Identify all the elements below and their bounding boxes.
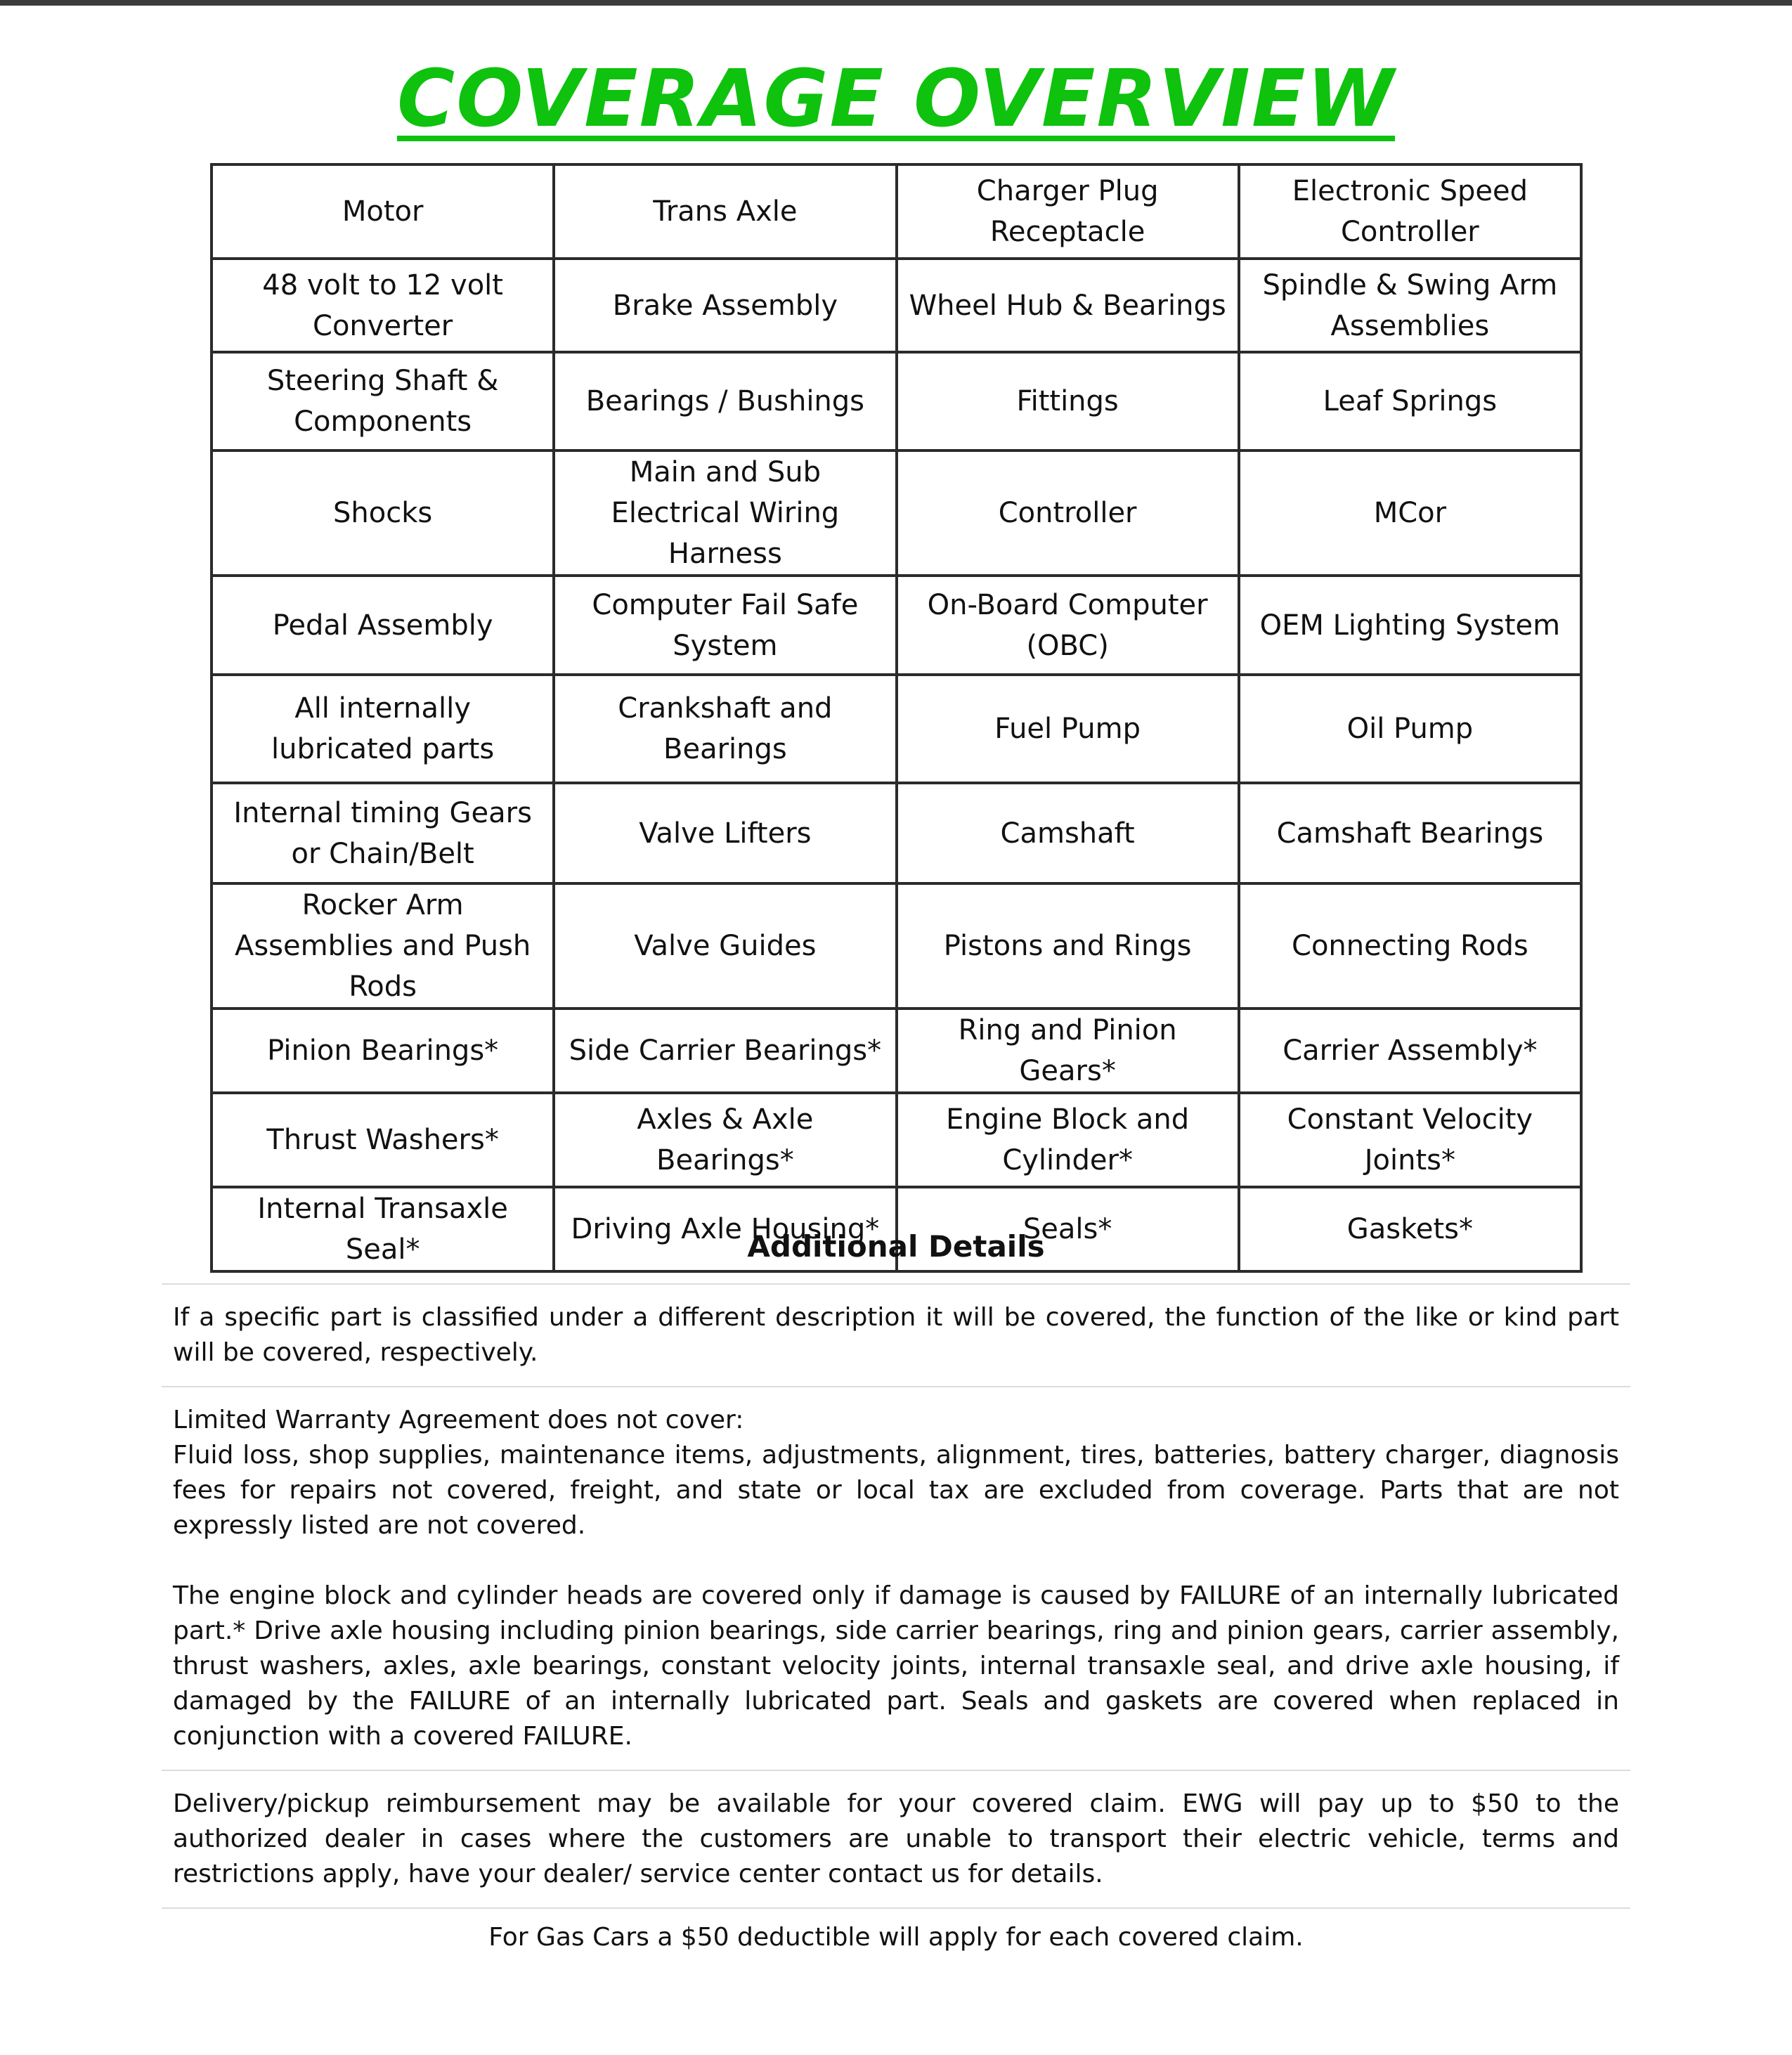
deductible-note: For Gas Cars a $50 deductible will apply for each covered claim. (488, 1923, 1304, 1952)
table-cell: Oil Pump (1239, 675, 1581, 783)
coverage-table (210, 163, 1583, 1273)
table-cell: Computer Fail Safe System (554, 576, 896, 675)
detail-paragraph: Fluid loss, shop supplies, maintenance items, adjustments, alignment, tires, batteries, battery charger, diagnosis fees for repairs not covered, freight, and state or local tax are excluded from coverage. Parts that are not expressly listed are not covered. (173, 1441, 1619, 1540)
table-cell: Shocks (212, 450, 554, 576)
table-cell: Side Carrier Bearings* (554, 1009, 896, 1093)
table-cell: Leaf Springs (1239, 352, 1581, 450)
page-title (0, 46, 1792, 152)
detail-paragraph-intro: Limited Warranty Agreement does not cover: (173, 1406, 744, 1434)
table-cell: Thrust Washers* (212, 1093, 554, 1187)
table-row (212, 1093, 1581, 1187)
table-cell: Valve Guides (554, 883, 896, 1009)
table-cell: Carrier Assembly* (1239, 1009, 1581, 1093)
table-row (212, 675, 1581, 783)
detail-paragraph: If a specific part is classified under a different description it will be covered, the function of the like or kind part will be covered, respectively. (173, 1303, 1619, 1367)
table-row (212, 259, 1581, 352)
table-cell: Valve Lifters (554, 783, 896, 883)
table-cell: Pistons and Rings (897, 883, 1239, 1009)
page-title-text: COVERAGE OVERVIEW (397, 53, 1395, 145)
table-cell: Brake Assembly (554, 259, 896, 352)
detail-block-delivery (162, 1771, 1630, 1907)
additional-details-heading: Additional Details (747, 1229, 1045, 1264)
table-cell: Camshaft (897, 783, 1239, 883)
table-cell: Internal timing Gears or Chain/Belt (212, 783, 554, 883)
table-cell: Seals* (897, 1187, 1239, 1271)
table-cell: Rocker Arm Assemblies and Push Rods (212, 883, 554, 1009)
table-cell: Camshaft Bearings (1239, 783, 1581, 883)
table-cell: Charger Plug Receptacle (897, 164, 1239, 259)
top-border-bar (0, 0, 1792, 6)
table-cell: Controller (897, 450, 1239, 576)
table-cell: Main and Sub Electrical Wiring Harness (554, 450, 896, 576)
table-cell: Fittings (897, 352, 1239, 450)
table-cell: Trans Axle (554, 164, 896, 259)
table-cell: Motor (212, 164, 554, 259)
table-cell: MCor (1239, 450, 1581, 576)
table-cell: Wheel Hub & Bearings (897, 259, 1239, 352)
additional-details-section (162, 1283, 1630, 1955)
table-cell: Gaskets* (1239, 1187, 1581, 1271)
table-cell: Electronic Speed Controller (1239, 164, 1581, 259)
table-cell: Steering Shaft & Components (212, 352, 554, 450)
table-row (212, 352, 1581, 450)
table-row (212, 450, 1581, 576)
table-cell: Driving Axle Housing* (554, 1187, 896, 1271)
table-cell: All internally lubricated parts (212, 675, 554, 783)
table-cell: Crankshaft and Bearings (554, 675, 896, 783)
table-row (212, 883, 1581, 1009)
table-cell: Pinion Bearings* (212, 1009, 554, 1093)
detail-paragraph: Delivery/pickup reimbursement may be available for your covered claim. EWG will pay up to $50 to the authorized dealer in cases where the customers are unable to transport their electric vehicle, terms and restrictions apply, have your dealer/ service center contact us for details. (173, 1789, 1619, 1888)
table-row (212, 164, 1581, 259)
table-row (212, 783, 1581, 883)
table-row (212, 1009, 1581, 1093)
table-cell: Constant Velocity Joints* (1239, 1093, 1581, 1187)
table-cell: Pedal Assembly (212, 576, 554, 675)
table-cell: Axles & Axle Bearings* (554, 1093, 896, 1187)
table-cell: Ring and Pinion Gears* (897, 1009, 1239, 1093)
table-cell: Engine Block and Cylinder* (897, 1093, 1239, 1187)
table-cell: Fuel Pump (897, 675, 1239, 783)
detail-block-exclusions (162, 1387, 1630, 1770)
table-cell: OEM Lighting System (1239, 576, 1581, 675)
table-cell: On-Board Computer (OBC) (897, 576, 1239, 675)
table-cell: Bearings / Bushings (554, 352, 896, 450)
detail-paragraph: The engine block and cylinder heads are covered only if damage is caused by FAILURE of an internally lubricated part.* Drive axle housing including pinion bearings, side carrier bearings, ring and pinion gears, carrier assembly, thrust washers, axles, axle bearings, constant velocity joints, internal transaxle seal, and drive axle housing, if damaged by the FAILURE of an internally lubricated part. Seals and gaskets are covered when replaced in conjunction with a covered FAILURE. (173, 1581, 1619, 1751)
table-cell: 48 volt to 12 volt Converter (212, 259, 554, 352)
table-cell: Spindle & Swing Arm Assemblies (1239, 259, 1581, 352)
detail-block-classification (162, 1285, 1630, 1386)
table-cell: Connecting Rods (1239, 883, 1581, 1009)
table-row (212, 576, 1581, 675)
table-cell: Internal Transaxle Seal* (212, 1187, 554, 1271)
